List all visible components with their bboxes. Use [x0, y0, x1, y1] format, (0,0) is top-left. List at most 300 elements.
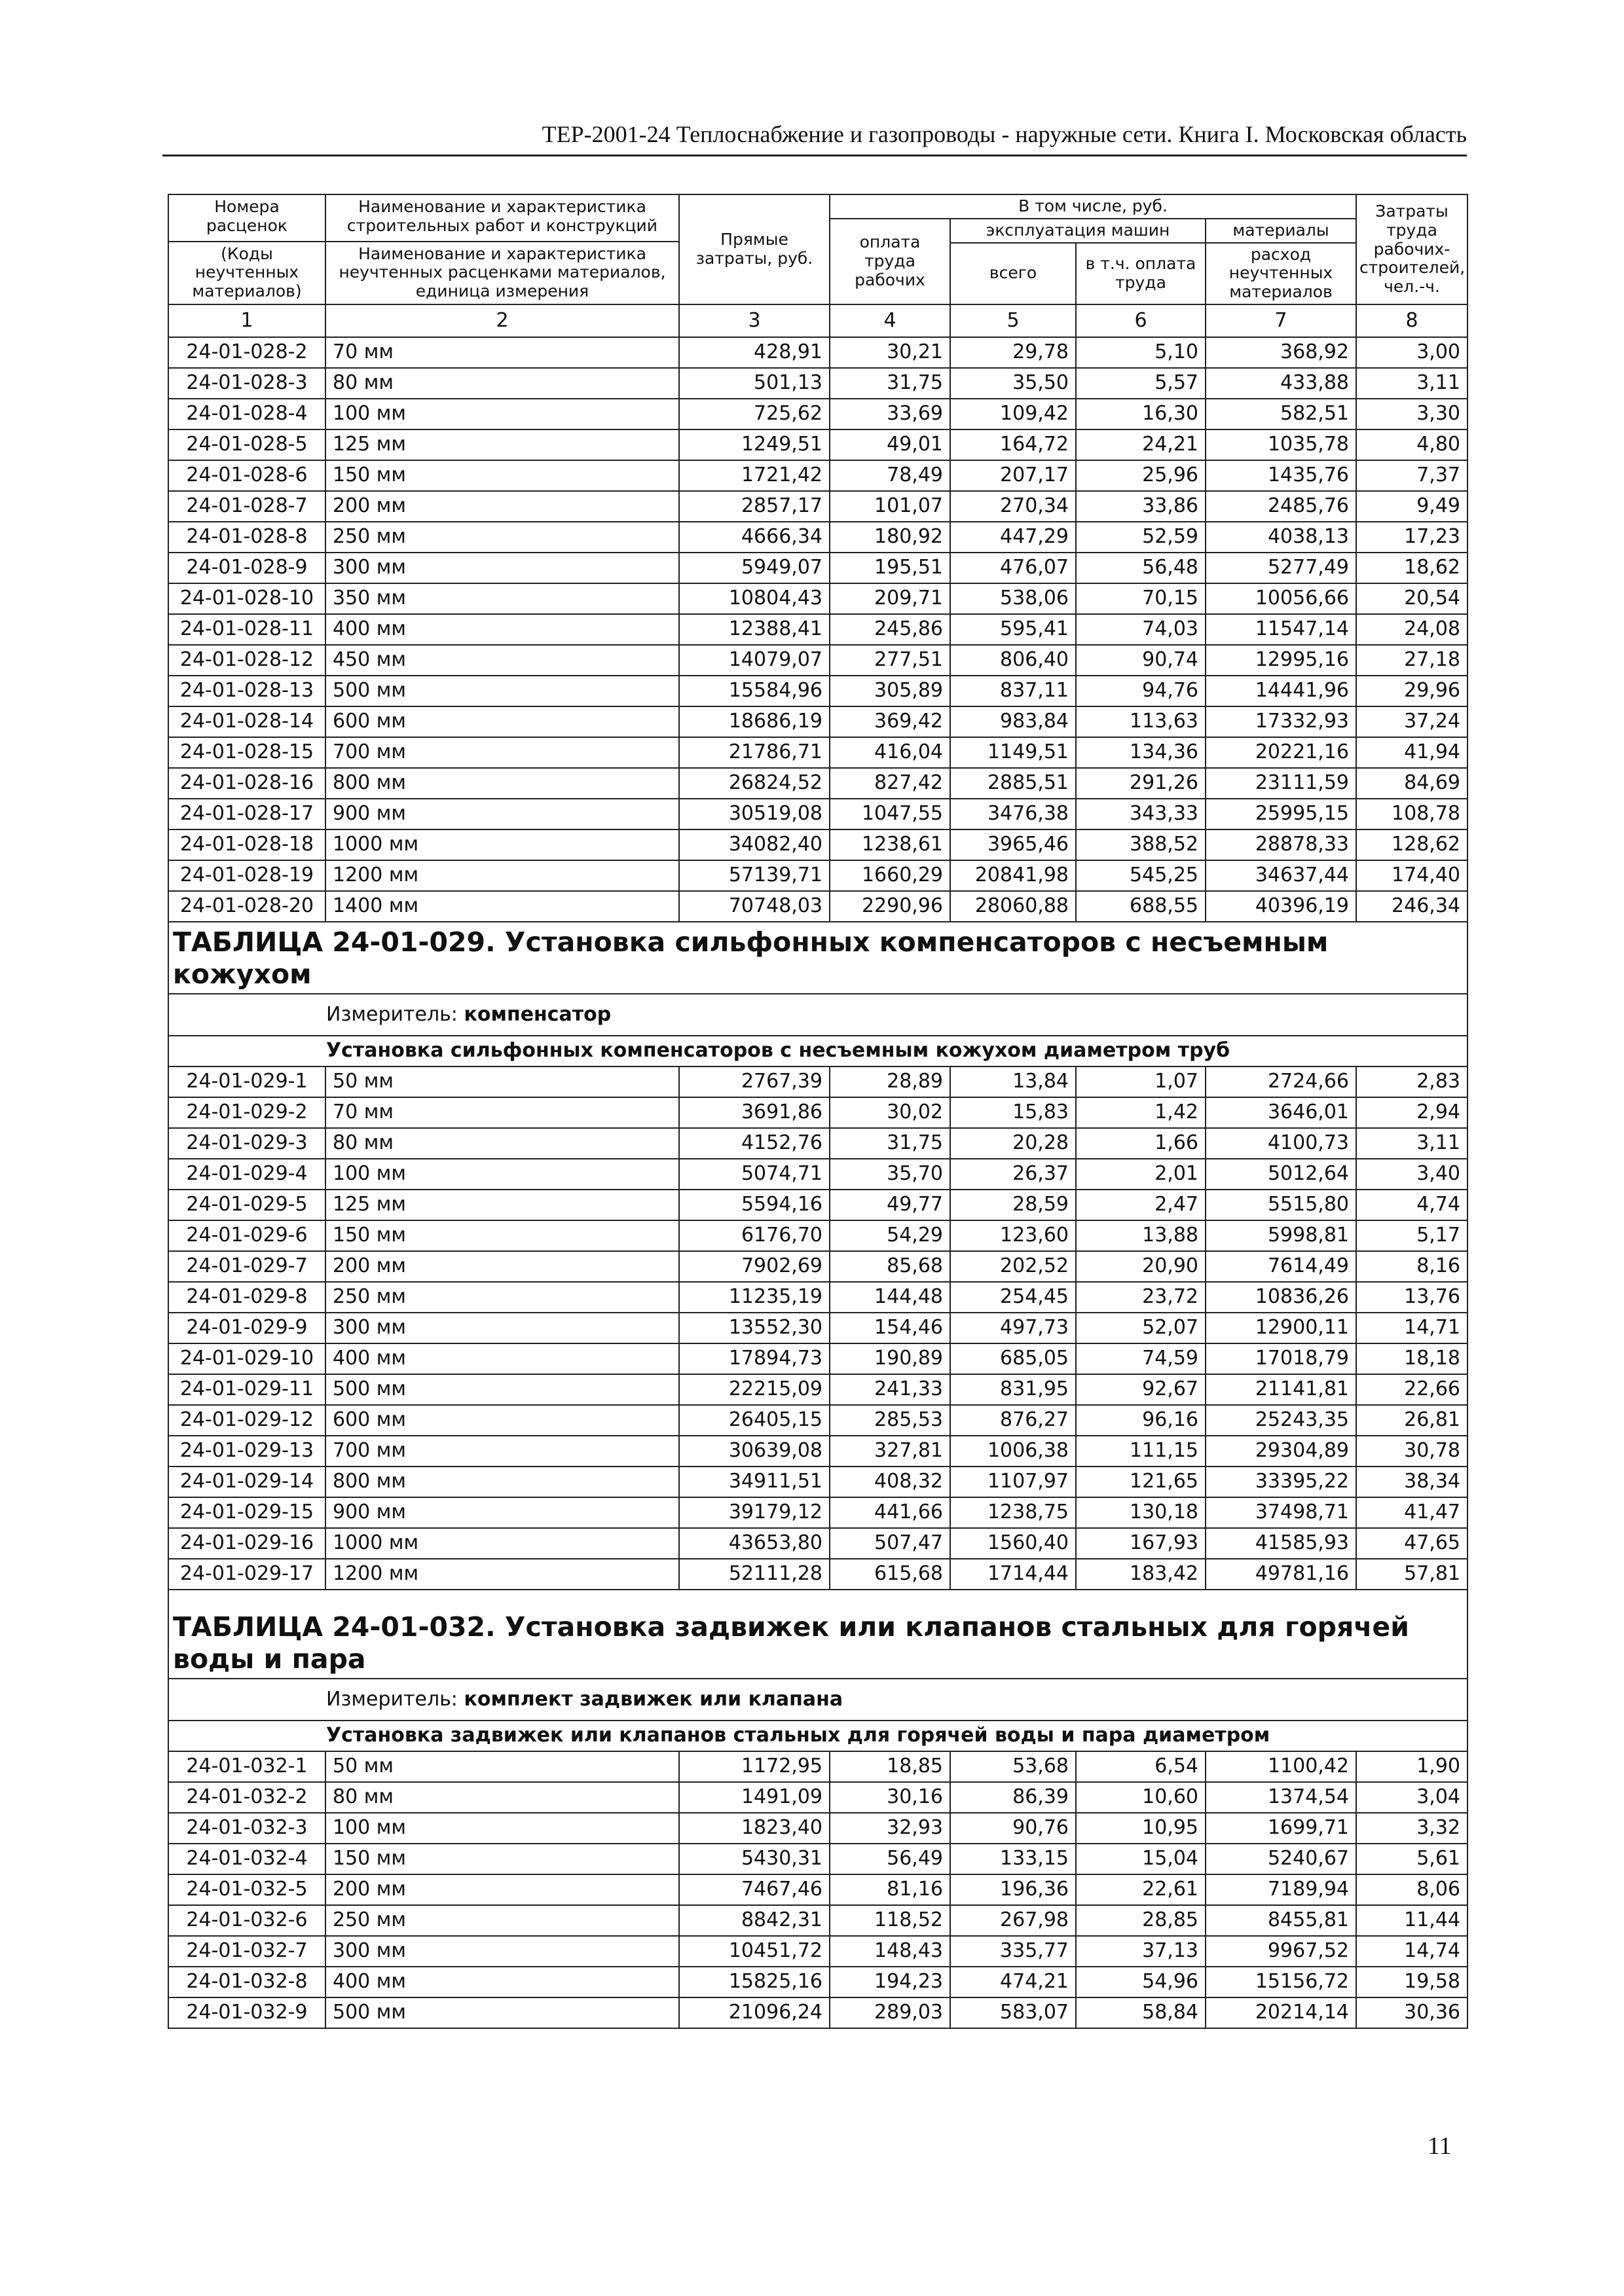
value-cell: 30,21	[830, 337, 950, 368]
price-table	[168, 194, 1468, 2029]
value-cell: 41,94	[1356, 737, 1467, 768]
value-cell: 128,62	[1356, 829, 1467, 860]
value-cell: 2,01	[1076, 1159, 1206, 1190]
value-cell: 688,55	[1076, 891, 1206, 922]
value-cell: 3646,01	[1206, 1097, 1356, 1128]
value-cell: 8,06	[1356, 1874, 1467, 1905]
value-cell: 11235,19	[679, 1282, 830, 1313]
value-cell: 85,68	[830, 1251, 950, 1282]
value-cell: 30,16	[830, 1782, 950, 1813]
diameter-cell: 200 мм	[325, 491, 679, 522]
value-cell: 5430,31	[679, 1844, 830, 1874]
rate-code-cell: 24-01-029-15	[168, 1497, 325, 1528]
value-cell: 34082,40	[679, 829, 830, 860]
value-cell: 27,18	[1356, 645, 1467, 676]
value-cell: 7189,94	[1206, 1874, 1356, 1905]
table-title-row	[168, 922, 1467, 994]
rate-code-cell: 24-01-029-17	[168, 1559, 325, 1590]
value-cell: 53,68	[950, 1751, 1076, 1782]
table-row	[168, 1220, 1467, 1251]
value-cell: 24,21	[1076, 429, 1206, 460]
diameter-cell: 600 мм	[325, 1405, 679, 1436]
value-cell: 74,59	[1076, 1343, 1206, 1374]
value-cell: 19,58	[1356, 1967, 1467, 1997]
value-cell: 12388,41	[679, 614, 830, 645]
table-row	[168, 1559, 1467, 1590]
value-cell: 3,00	[1356, 337, 1467, 368]
table-row	[168, 1405, 1467, 1436]
diameter-cell: 700 мм	[325, 1436, 679, 1467]
diameter-cell: 800 мм	[325, 1467, 679, 1497]
value-cell: 30519,08	[679, 799, 830, 829]
diameter-cell: 250 мм	[325, 522, 679, 553]
rate-code-cell: 24-01-029-6	[168, 1220, 325, 1251]
table-row	[168, 1066, 1467, 1097]
value-cell: 1238,75	[950, 1497, 1076, 1528]
diameter-cell: 80 мм	[325, 1128, 679, 1159]
rate-code-cell: 24-01-029-10	[168, 1343, 325, 1374]
value-cell: 3,11	[1356, 368, 1467, 399]
value-cell: 18,62	[1356, 553, 1467, 583]
diameter-cell: 50 мм	[325, 1066, 679, 1097]
value-cell: 25,96	[1076, 460, 1206, 491]
value-cell: 38,34	[1356, 1467, 1467, 1497]
value-cell: 1,90	[1356, 1751, 1467, 1782]
value-cell: 3,04	[1356, 1782, 1467, 1813]
value-cell: 583,07	[950, 1997, 1076, 2028]
col-codes-top: Номера расценок	[206, 197, 288, 235]
table-row	[168, 1497, 1467, 1528]
value-cell: 12995,16	[1206, 645, 1356, 676]
value-cell: 5,17	[1356, 1220, 1467, 1251]
value-cell: 17018,79	[1206, 1343, 1356, 1374]
rate-code-cell: 24-01-029-12	[168, 1405, 325, 1436]
value-cell: 285,53	[830, 1405, 950, 1436]
value-cell: 164,72	[950, 429, 1076, 460]
value-cell: 3,30	[1356, 399, 1467, 429]
rate-code-cell: 24-01-028-8	[168, 522, 325, 553]
value-cell: 134,36	[1076, 737, 1206, 768]
col-name-top: Наименование и характеристика строительных работ и конструкций	[346, 197, 658, 235]
rate-code-cell: 24-01-029-4	[168, 1159, 325, 1190]
value-cell: 123,60	[950, 1220, 1076, 1251]
value-cell: 74,03	[1076, 614, 1206, 645]
value-cell: 167,93	[1076, 1528, 1206, 1559]
diameter-cell: 200 мм	[325, 1251, 679, 1282]
value-cell: 31,75	[830, 1128, 950, 1159]
rate-code-cell: 24-01-032-5	[168, 1874, 325, 1905]
table-row	[168, 1813, 1467, 1844]
diameter-cell: 300 мм	[325, 553, 679, 583]
value-cell: 29,78	[950, 337, 1076, 368]
value-cell: 806,40	[950, 645, 1076, 676]
value-cell: 17332,93	[1206, 706, 1356, 737]
value-cell: 34911,51	[679, 1467, 830, 1497]
table-title: ТАБЛИЦА 24-01-032. Установка задвижек или клапанов стальных для горячей воды и пара	[168, 1590, 1467, 1679]
value-cell: 148,43	[830, 1936, 950, 1967]
value-cell: 202,52	[950, 1251, 1076, 1282]
value-cell: 5949,07	[679, 553, 830, 583]
value-cell: 14441,96	[1206, 676, 1356, 706]
rate-code-cell: 24-01-032-4	[168, 1844, 325, 1874]
rate-code-cell: 24-01-028-16	[168, 768, 325, 799]
value-cell: 24,08	[1356, 614, 1467, 645]
value-cell: 1172,95	[679, 1751, 830, 1782]
value-cell: 39179,12	[679, 1497, 830, 1528]
rate-code-cell: 24-01-029-13	[168, 1436, 325, 1467]
value-cell: 1721,42	[679, 460, 830, 491]
value-cell: 685,05	[950, 1343, 1076, 1374]
value-cell: 15825,16	[679, 1967, 830, 1997]
rate-code-cell: 24-01-029-5	[168, 1190, 325, 1220]
value-cell: 343,33	[1076, 799, 1206, 829]
value-cell: 209,71	[830, 583, 950, 614]
value-cell: 4,80	[1356, 429, 1467, 460]
rate-code-cell: 24-01-029-1	[168, 1066, 325, 1097]
value-cell: 35,50	[950, 368, 1076, 399]
value-cell: 428,91	[679, 337, 830, 368]
value-cell: 33,86	[1076, 491, 1206, 522]
value-cell: 10451,72	[679, 1936, 830, 1967]
table-row	[168, 768, 1467, 799]
table-row	[168, 737, 1467, 768]
col-mach-labor-header: в т.ч. оплата труда	[1076, 243, 1206, 304]
value-cell: 725,62	[679, 399, 830, 429]
value-cell: 70748,03	[679, 891, 830, 922]
value-cell: 194,23	[830, 1967, 950, 1997]
page-number: 11	[1428, 2132, 1452, 2160]
value-cell: 94,76	[1076, 676, 1206, 706]
value-cell: 388,52	[1076, 829, 1206, 860]
rate-code-cell: 24-01-029-8	[168, 1282, 325, 1313]
diameter-cell: 150 мм	[325, 1220, 679, 1251]
diameter-cell: 300 мм	[325, 1313, 679, 1343]
value-cell: 20841,98	[950, 860, 1076, 891]
value-cell: 49,77	[830, 1190, 950, 1220]
value-cell: 433,88	[1206, 368, 1356, 399]
value-cell: 29,96	[1356, 676, 1467, 706]
value-cell: 1660,29	[830, 860, 950, 891]
value-cell: 270,34	[950, 491, 1076, 522]
value-cell: 1238,61	[830, 829, 950, 860]
value-cell: 1374,54	[1206, 1782, 1356, 1813]
table-row	[168, 614, 1467, 645]
col-machines-header: эксплуатация машин	[950, 219, 1206, 243]
value-cell: 23111,59	[1206, 768, 1356, 799]
value-cell: 368,92	[1206, 337, 1356, 368]
value-cell: 16,30	[1076, 399, 1206, 429]
col-direct-header: Прямые затраты, руб.	[679, 194, 830, 304]
rate-code-cell: 24-01-032-7	[168, 1936, 325, 1967]
value-cell: 47,65	[1356, 1528, 1467, 1559]
diameter-cell: 450 мм	[325, 645, 679, 676]
value-cell: 241,33	[830, 1374, 950, 1405]
value-cell: 30,78	[1356, 1436, 1467, 1467]
value-cell: 190,89	[830, 1343, 950, 1374]
value-cell: 28,85	[1076, 1905, 1206, 1936]
value-cell: 497,73	[950, 1313, 1076, 1343]
value-cell: 545,25	[1076, 860, 1206, 891]
diameter-cell: 100 мм	[325, 399, 679, 429]
value-cell: 34637,44	[1206, 860, 1356, 891]
value-cell: 20,28	[950, 1128, 1076, 1159]
value-cell: 109,42	[950, 399, 1076, 429]
diameter-cell: 400 мм	[325, 614, 679, 645]
value-cell: 22,61	[1076, 1874, 1206, 1905]
column-number-cell: 5	[950, 304, 1076, 337]
value-cell: 37,24	[1356, 706, 1467, 737]
value-cell: 18,18	[1356, 1343, 1467, 1374]
value-cell: 254,45	[950, 1282, 1076, 1313]
rate-code-cell: 24-01-028-9	[168, 553, 325, 583]
value-cell: 90,76	[950, 1813, 1076, 1844]
value-cell: 11,44	[1356, 1905, 1467, 1936]
value-cell: 92,67	[1076, 1374, 1206, 1405]
column-numbers-row	[168, 304, 1467, 337]
value-cell: 18686,19	[679, 706, 830, 737]
value-cell: 2290,96	[830, 891, 950, 922]
table-row	[168, 1374, 1467, 1405]
table-row	[168, 1190, 1467, 1220]
diameter-cell: 100 мм	[325, 1159, 679, 1190]
value-cell: 32,93	[830, 1813, 950, 1844]
value-cell: 1,66	[1076, 1128, 1206, 1159]
value-cell: 8,16	[1356, 1251, 1467, 1282]
value-cell: 3965,46	[950, 829, 1076, 860]
col-labor-cost-header: Затраты труда рабочих-строителей, чел.-ч.	[1356, 194, 1467, 304]
value-cell: 31,75	[830, 368, 950, 399]
value-cell: 5515,80	[1206, 1190, 1356, 1220]
table-row	[168, 1251, 1467, 1282]
diameter-cell: 1400 мм	[325, 891, 679, 922]
col-incl-header: В том числе, руб.	[830, 194, 1356, 219]
value-cell: 21096,24	[679, 1997, 830, 2028]
rate-code-cell: 24-01-028-13	[168, 676, 325, 706]
value-cell: 30639,08	[679, 1436, 830, 1467]
column-number-cell: 8	[1356, 304, 1467, 337]
value-cell: 84,69	[1356, 768, 1467, 799]
value-cell: 5012,64	[1206, 1159, 1356, 1190]
value-cell: 876,27	[950, 1405, 1076, 1436]
value-cell: 441,66	[830, 1497, 950, 1528]
diameter-cell: 1000 мм	[325, 829, 679, 860]
value-cell: 2885,51	[950, 768, 1076, 799]
value-cell: 130,18	[1076, 1497, 1206, 1528]
rate-code-cell: 24-01-028-15	[168, 737, 325, 768]
value-cell: 595,41	[950, 614, 1076, 645]
value-cell: 2,47	[1076, 1190, 1206, 1220]
value-cell: 10836,26	[1206, 1282, 1356, 1313]
value-cell: 11547,14	[1206, 614, 1356, 645]
diameter-cell: 350 мм	[325, 583, 679, 614]
value-cell: 144,48	[830, 1282, 950, 1313]
page-header: ТЕР-2001-24 Теплоснабжение и газопроводы - наружные сети. Книга I. Московская область	[162, 118, 1467, 156]
value-cell: 35,70	[830, 1159, 950, 1190]
diameter-cell: 125 мм	[325, 1190, 679, 1220]
table-row	[168, 553, 1467, 583]
value-cell: 10056,66	[1206, 583, 1356, 614]
value-cell: 26,81	[1356, 1405, 1467, 1436]
value-cell: 29304,89	[1206, 1436, 1356, 1467]
subtitle-row	[168, 1721, 1467, 1751]
table-row	[168, 522, 1467, 553]
value-cell: 90,74	[1076, 645, 1206, 676]
table-row	[168, 1128, 1467, 1159]
value-cell: 5,57	[1076, 368, 1206, 399]
value-cell: 476,07	[950, 553, 1076, 583]
table-row	[168, 1528, 1467, 1559]
value-cell: 507,47	[830, 1528, 950, 1559]
value-cell: 174,40	[1356, 860, 1467, 891]
value-cell: 13,88	[1076, 1220, 1206, 1251]
header-row-1	[168, 194, 1467, 219]
value-cell: 1714,44	[950, 1559, 1076, 1590]
table-row	[168, 1967, 1467, 1997]
table-subtitle: Установка задвижек или клапанов стальных для горячей воды и пара диаметром	[168, 1721, 1467, 1751]
value-cell: 538,06	[950, 583, 1076, 614]
table-row	[168, 583, 1467, 614]
value-cell: 37,13	[1076, 1936, 1206, 1967]
diameter-cell: 1200 мм	[325, 860, 679, 891]
table-row	[168, 368, 1467, 399]
table-row	[168, 1467, 1467, 1497]
column-number-cell: 6	[1076, 304, 1206, 337]
value-cell: 78,49	[830, 460, 950, 491]
value-cell: 57139,71	[679, 860, 830, 891]
value-cell: 3,40	[1356, 1159, 1467, 1190]
value-cell: 111,15	[1076, 1436, 1206, 1467]
value-cell: 1435,76	[1206, 460, 1356, 491]
value-cell: 22215,09	[679, 1374, 830, 1405]
rate-code-cell: 24-01-028-3	[168, 368, 325, 399]
value-cell: 3,32	[1356, 1813, 1467, 1844]
value-cell: 15584,96	[679, 676, 830, 706]
value-cell: 408,32	[830, 1467, 950, 1497]
value-cell: 26405,15	[679, 1405, 830, 1436]
value-cell: 831,95	[950, 1374, 1076, 1405]
value-cell: 4152,76	[679, 1128, 830, 1159]
table-row	[168, 1936, 1467, 1967]
value-cell: 305,89	[830, 676, 950, 706]
table-title: ТАБЛИЦА 24-01-029. Установка сильфонных компенсаторов с несъемным кожухом	[168, 922, 1467, 994]
value-cell: 15156,72	[1206, 1967, 1356, 1997]
measure-unit	[168, 994, 1467, 1036]
column-number-cell: 3	[679, 304, 830, 337]
value-cell: 2,94	[1356, 1097, 1467, 1128]
rate-code-cell: 24-01-028-17	[168, 799, 325, 829]
value-cell: 1,42	[1076, 1097, 1206, 1128]
value-cell: 1823,40	[679, 1813, 830, 1844]
table-row	[168, 676, 1467, 706]
value-cell: 277,51	[830, 645, 950, 676]
rate-code-cell: 24-01-028-11	[168, 614, 325, 645]
diameter-cell: 500 мм	[325, 1997, 679, 2028]
value-cell: 23,72	[1076, 1282, 1206, 1313]
value-cell: 10,60	[1076, 1782, 1206, 1813]
value-cell: 43653,80	[679, 1528, 830, 1559]
value-cell: 327,81	[830, 1436, 950, 1467]
value-cell: 52111,28	[679, 1559, 830, 1590]
diameter-cell: 70 мм	[325, 1097, 679, 1128]
value-cell: 207,17	[950, 460, 1076, 491]
value-cell: 447,29	[950, 522, 1076, 553]
value-cell: 3,11	[1356, 1128, 1467, 1159]
rate-code-cell: 24-01-032-3	[168, 1813, 325, 1844]
table-row	[168, 829, 1467, 860]
value-cell: 28,59	[950, 1190, 1076, 1220]
value-cell: 20,90	[1076, 1251, 1206, 1282]
value-cell: 70,15	[1076, 583, 1206, 614]
value-cell: 5,61	[1356, 1844, 1467, 1874]
value-cell: 335,77	[950, 1936, 1076, 1967]
rate-code-cell: 24-01-029-11	[168, 1374, 325, 1405]
value-cell: 1047,55	[830, 799, 950, 829]
diameter-cell: 100 мм	[325, 1813, 679, 1844]
diameter-cell: 500 мм	[325, 1374, 679, 1405]
measure-label: Измеритель:	[326, 1687, 464, 1711]
value-cell: 13552,30	[679, 1313, 830, 1343]
value-cell: 21141,81	[1206, 1374, 1356, 1405]
diameter-cell: 300 мм	[325, 1936, 679, 1967]
value-cell: 7467,46	[679, 1874, 830, 1905]
value-cell: 13,84	[950, 1066, 1076, 1097]
value-cell: 20214,14	[1206, 1997, 1356, 2028]
value-cell: 96,16	[1076, 1405, 1206, 1436]
diameter-cell: 900 мм	[325, 1497, 679, 1528]
diameter-cell: 1000 мм	[325, 1528, 679, 1559]
rate-code-cell: 24-01-032-9	[168, 1997, 325, 2028]
value-cell: 267,98	[950, 1905, 1076, 1936]
rate-code-cell: 24-01-032-1	[168, 1751, 325, 1782]
value-cell: 4038,13	[1206, 522, 1356, 553]
table-title-row	[168, 1590, 1467, 1679]
diameter-cell: 400 мм	[325, 1343, 679, 1374]
table-row	[168, 460, 1467, 491]
measure-unit	[168, 1679, 1467, 1721]
value-cell: 40396,19	[1206, 891, 1356, 922]
value-cell: 57,81	[1356, 1559, 1467, 1590]
value-cell: 501,13	[679, 368, 830, 399]
value-cell: 9967,52	[1206, 1936, 1356, 1967]
value-cell: 17894,73	[679, 1343, 830, 1374]
value-cell: 12900,11	[1206, 1313, 1356, 1343]
value-cell: 121,65	[1076, 1467, 1206, 1497]
value-cell: 369,42	[830, 706, 950, 737]
value-cell: 246,34	[1356, 891, 1467, 922]
rate-code-cell: 24-01-028-20	[168, 891, 325, 922]
table-row	[168, 799, 1467, 829]
value-cell: 5240,67	[1206, 1844, 1356, 1874]
value-cell: 4,74	[1356, 1190, 1467, 1220]
diameter-cell: 200 мм	[325, 1874, 679, 1905]
table-row	[168, 399, 1467, 429]
value-cell: 101,07	[830, 491, 950, 522]
value-cell: 56,49	[830, 1844, 950, 1874]
value-cell: 582,51	[1206, 399, 1356, 429]
value-cell: 37498,71	[1206, 1497, 1356, 1528]
table-row	[168, 429, 1467, 460]
value-cell: 7614,49	[1206, 1251, 1356, 1282]
value-cell: 5594,16	[679, 1190, 830, 1220]
value-cell: 113,63	[1076, 706, 1206, 737]
value-cell: 2767,39	[679, 1066, 830, 1097]
col-name-header	[325, 194, 679, 304]
diameter-cell: 800 мм	[325, 768, 679, 799]
diameter-cell: 900 мм	[325, 799, 679, 829]
value-cell: 54,96	[1076, 1967, 1206, 1997]
table-row	[168, 860, 1467, 891]
diameter-cell: 70 мм	[325, 337, 679, 368]
